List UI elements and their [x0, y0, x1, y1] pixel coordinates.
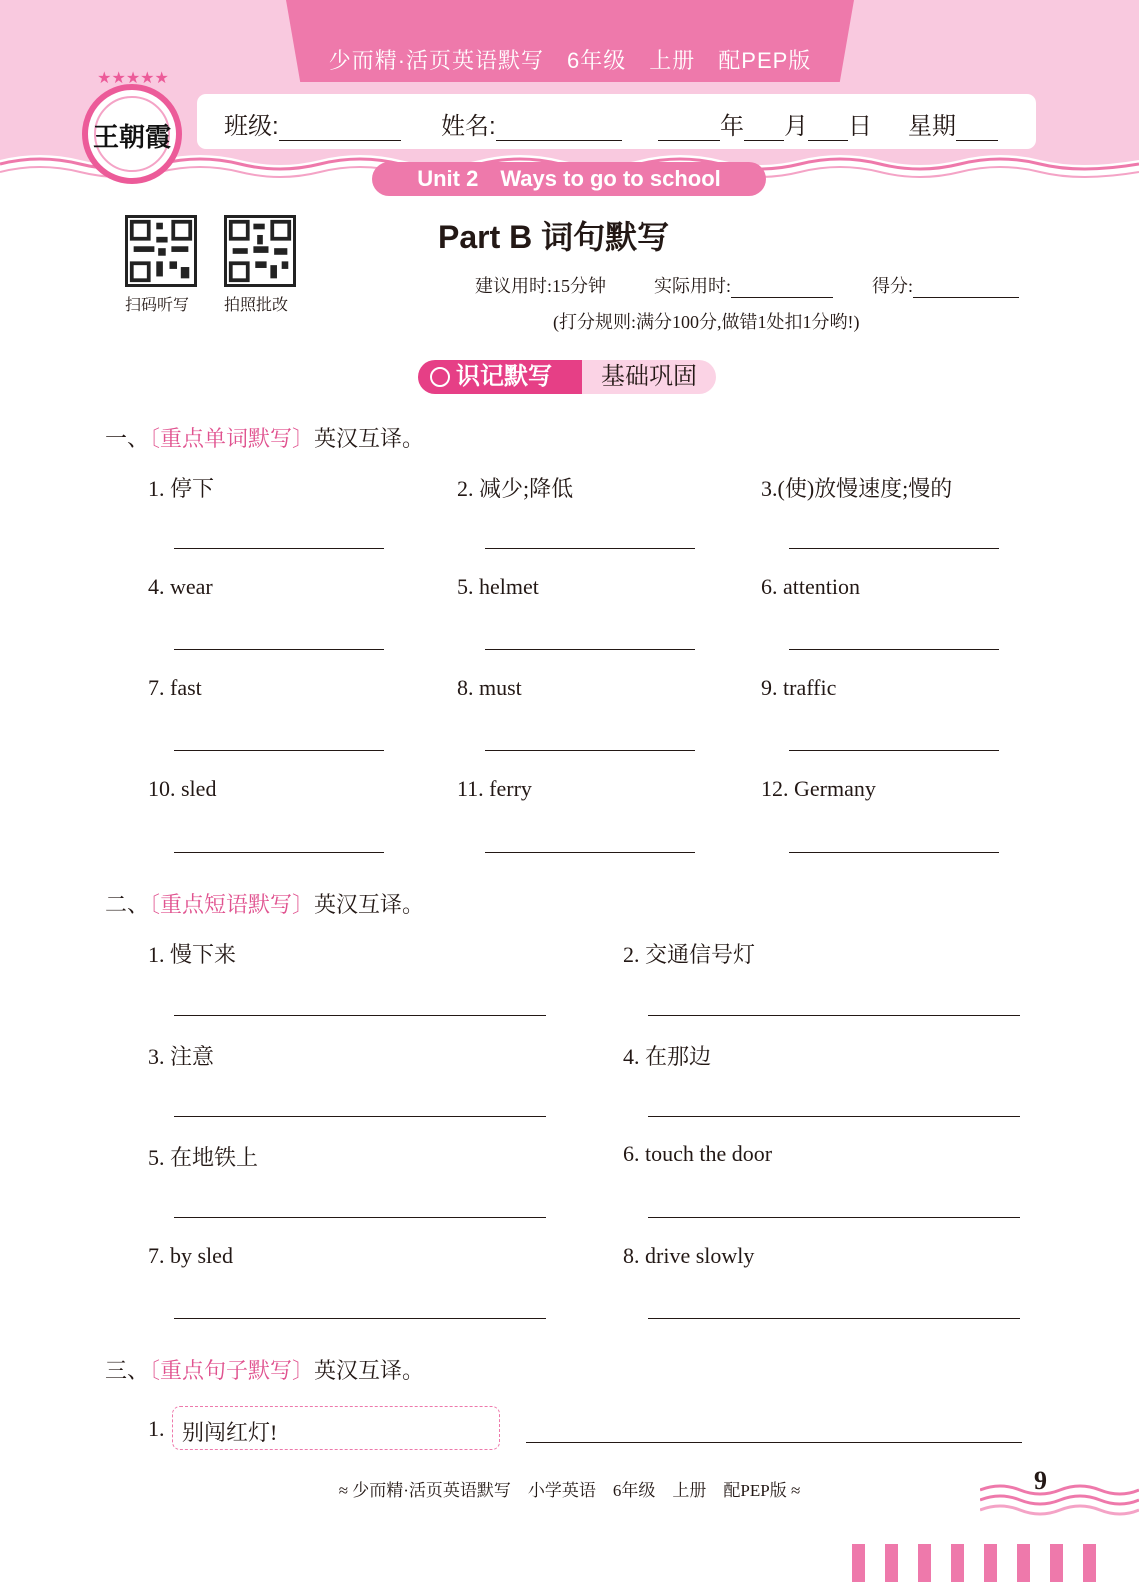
class-field[interactable]: 班级: — [224, 106, 401, 141]
s2-item-7: 7. by sled — [148, 1243, 233, 1268]
s1-item-5: 5. helmet — [457, 574, 539, 599]
s1-answer-9[interactable] — [789, 750, 999, 751]
unit-title: Unit 2 Ways to go to school — [372, 162, 766, 196]
edge-stripe — [852, 1544, 865, 1582]
date-field[interactable]: 年 月 日 — [658, 106, 872, 141]
qr-code-photo-icon[interactable] — [224, 215, 296, 287]
section3-heading: 三、〔重点句子默写〕英汉互译。 — [105, 1358, 425, 1383]
weekday-field[interactable]: 星期 — [908, 106, 998, 141]
s2-answer-4[interactable] — [648, 1116, 1020, 1117]
s1-item-12: 12. Germany — [761, 776, 876, 801]
edge-stripe — [1050, 1544, 1063, 1582]
s2-item-4: 4. 在那边 — [623, 1044, 712, 1069]
s1-item-8: 8. must — [457, 675, 522, 700]
s1-item-10: 10. sled — [148, 776, 217, 801]
s2-answer-2[interactable] — [648, 1015, 1020, 1016]
logo-text: 王朝霞 — [92, 123, 171, 152]
edge-stripe — [1083, 1544, 1096, 1582]
s1-answer-2[interactable] — [485, 548, 695, 549]
s1-item-7: 7. fast — [148, 675, 202, 700]
s2-item-2: 2. 交通信号灯 — [623, 942, 756, 967]
s1-item-3: 3.(使)放慢速度;慢的 — [761, 476, 953, 501]
qr-code-listen-icon[interactable] — [125, 215, 197, 287]
series-title: 少而精·活页英语默写 6年级 上册 配PEP版 — [328, 48, 812, 73]
s1-answer-5[interactable] — [485, 649, 695, 650]
s2-item-8: 8. drive slowly — [623, 1243, 755, 1268]
s1-item-9: 9. traffic — [761, 675, 837, 700]
s1-answer-3[interactable] — [789, 548, 999, 549]
s1-item-2: 2. 减少;降低 — [457, 476, 574, 501]
footer-wave-icon — [980, 1482, 1139, 1516]
medal-icon — [430, 367, 450, 387]
edge-stripe — [1017, 1544, 1030, 1582]
s1-answer-8[interactable] — [485, 750, 695, 751]
page-title: Part B 词句默写 — [438, 219, 670, 255]
suggested-time: 建议用时:15分钟 — [475, 276, 607, 296]
section-banner-sub: 基础巩固 — [582, 360, 716, 394]
s1-answer-11[interactable] — [485, 852, 695, 853]
s1-answer-1[interactable] — [174, 548, 384, 549]
s3-answer-1[interactable] — [526, 1442, 1022, 1443]
section-banner-main: 识记默写 — [418, 360, 588, 394]
s1-answer-4[interactable] — [174, 649, 384, 650]
s1-item-6: 6. attention — [761, 574, 860, 599]
logo-stars-icon: ★★★★★ — [97, 70, 169, 87]
edge-stripe — [984, 1544, 997, 1582]
section2-heading: 二、〔重点短语默写〕英汉互译。 — [105, 892, 425, 917]
scoring-rule: (打分规则:满分100分,做错1处扣1分哟!) — [553, 312, 860, 332]
s2-answer-7[interactable] — [174, 1318, 546, 1319]
s3-item-1-text: 别闯红灯! — [182, 1420, 278, 1445]
s1-item-1: 1. 停下 — [148, 476, 215, 501]
s2-item-3: 3. 注意 — [148, 1044, 215, 1069]
s1-item-4: 4. wear — [148, 574, 213, 599]
page-footer: ≈ 少而精·活页英语默写 小学英语 6年级 上册 配PEP版 ≈ — [338, 1481, 801, 1500]
edge-stripe — [951, 1544, 964, 1582]
s2-item-1: 1. 慢下来 — [148, 942, 237, 967]
s2-answer-6[interactable] — [648, 1217, 1020, 1218]
s2-answer-3[interactable] — [174, 1116, 546, 1117]
s1-answer-7[interactable] — [174, 750, 384, 751]
page-number: 9 — [1034, 1466, 1047, 1495]
s2-item-5: 5. 在地铁上 — [148, 1145, 259, 1170]
s1-answer-10[interactable] — [174, 852, 384, 853]
s1-answer-12[interactable] — [789, 852, 999, 853]
s1-answer-6[interactable] — [789, 649, 999, 650]
qr-listen-label: 扫码听写 — [125, 297, 190, 314]
s2-item-6: 6. touch the door — [623, 1141, 773, 1166]
s2-answer-8[interactable] — [648, 1318, 1020, 1319]
edge-stripe — [885, 1544, 898, 1582]
edge-stripe — [918, 1544, 931, 1582]
s2-answer-5[interactable] — [174, 1217, 546, 1218]
s2-answer-1[interactable] — [174, 1015, 546, 1016]
name-field[interactable]: 姓名: — [441, 106, 622, 141]
s3-item-1-number: 1. — [148, 1416, 165, 1441]
qr-photo-label: 拍照批改 — [224, 297, 289, 314]
score-field[interactable]: 得分: — [872, 272, 1019, 298]
section1-heading: 一、〔重点单词默写〕英汉互译。 — [105, 426, 425, 451]
s1-item-11: 11. ferry — [457, 776, 532, 801]
actual-time-field[interactable]: 实际用时: — [654, 272, 833, 298]
